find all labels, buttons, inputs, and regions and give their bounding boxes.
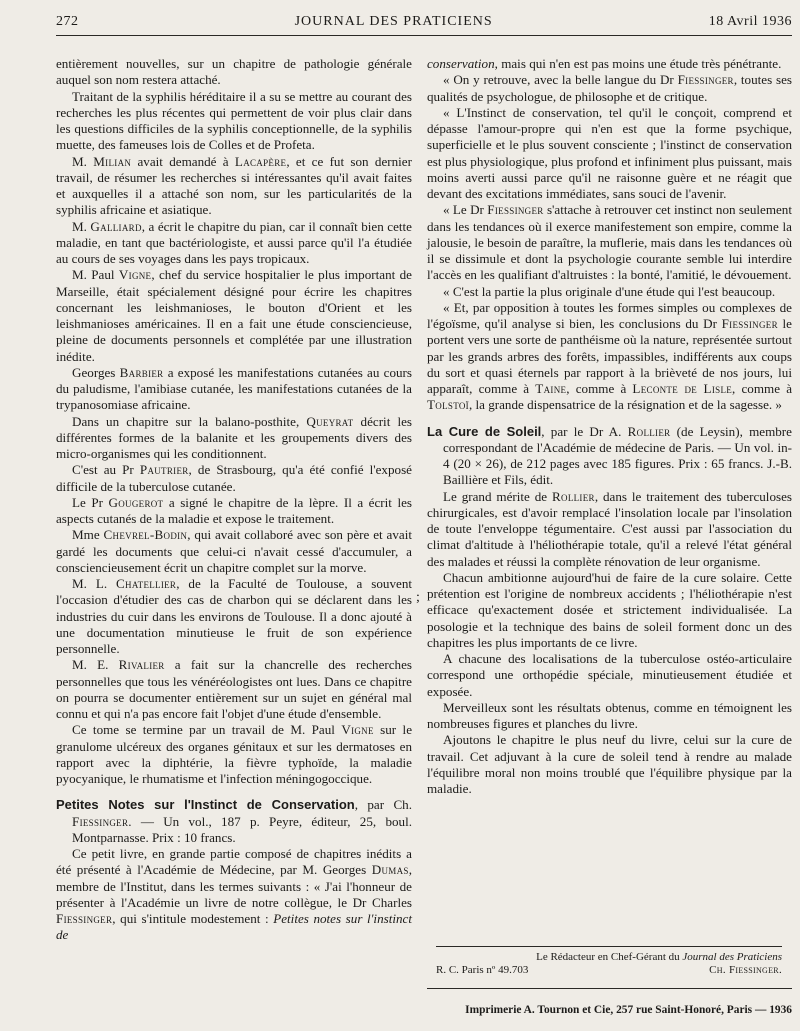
author-name: Pautrier bbox=[139, 462, 189, 478]
author-name: Queyrat bbox=[306, 413, 354, 429]
paragraph: entièrement nouvelles, sur un chapitre de pathologie générale auquel son nom restera attaché. bbox=[56, 56, 412, 88]
margin-mark: ; bbox=[416, 590, 420, 605]
paragraph: « C'est la partie la plus originale d'une étude qui l'est beaucoup. bbox=[443, 283, 776, 299]
paragraph: Ce tome se termine par un travail de M. Paul Vigne sur le granulome ulcéreux des organes génitaux et sur les dermatoses en rapport avec la diphtérie, la fièvre typhoïde, la maladie pyocyanique, le rhumatisme et l'infection méningogoccique. bbox=[56, 722, 413, 786]
left-column bbox=[56, 56, 412, 944]
author-name: Fiessinger bbox=[72, 813, 129, 829]
paragraph: M. Galliard, a écrit le chapitre du pian, car il connaît bien cette maladie, en tant que bactériologiste, et aussi parce qu'il l'a étudiée au cours de ses voyages dans les pays tropicaux. bbox=[56, 218, 412, 266]
paragraph: Le grand mérite de Rollier, dans le traitement des tuberculoses chirurgicales, est d'avoir remplacé l'insolation locale par l'insolation de toute l'enveloppe tégumentaire. C'est aussi par l'association du climat d'altitude à l'héliothérapie totale, qu'il a relevé l'état général des malades et réussi la complète rénovation de leur organisme. bbox=[427, 488, 792, 569]
paragraph: Ajoutons le chapitre le plus neuf du livre, celui sur la cure de travail. Cet adjuvant à la cure de soleil tend à rendre au malade l'équilibre moral non moins troublé que l'équilibre physique par la maladie. bbox=[427, 732, 792, 796]
page-number: 272 bbox=[56, 14, 79, 29]
issue-date: 18 Avril 1936 bbox=[708, 14, 792, 29]
book-title: Petites Notes sur l'Instinct de Conservation bbox=[56, 797, 355, 813]
author-name: Chatellier bbox=[116, 576, 177, 591]
author-name: Fiessinger bbox=[721, 316, 778, 331]
printer-imprint: Imprimerie A. Tournon et Cie, 257 rue Saint-Honoré, Paris — 1936 bbox=[465, 1004, 792, 1016]
quoted-title: Petites notes sur l'instinct de bbox=[56, 911, 412, 943]
paragraph: conservation, mais qui n'en est pas moins une étude très pénétrante. bbox=[427, 56, 782, 71]
paragraph: Ce petit livre, en grande partie composé de chapitres inédits a été présenté à l'Académie de Médecine, par M. Georges Dumas, membre de l'Institut, dans les termes suivants : « J'ai l'honneur de présenter à l'Académie un livre de notre collègue, le Dr Charles Fiessinger, qui s'intitule modestement : Petites notes sur l'instinct de bbox=[56, 846, 412, 943]
review-heading: La Cure de Soleil, par le Dr A. Rollier (de Leysin), membre correspondant de l'Académie de médecine de Paris. — Un vol. in-4 (20 × 26), de 212 pages avec 185 figures. Prix : 65 francs. J.-B. Baillière et Fils, édit. bbox=[427, 423, 792, 488]
paragraph: Chacun ambitionne aujourd'hui de faire de la cure solaire. Cette prétention est l'origine de nombreux accidents ; l'héliothérapie n'est efficace qu'exactement dosée et strictement individualisée. La posologie et la technique des bains de soleil forment donc un des chapitres les plus importants de ce livre. bbox=[427, 569, 792, 650]
author-name: Galliard bbox=[90, 218, 142, 234]
author-name: Taine bbox=[535, 381, 567, 396]
printer-rule bbox=[427, 988, 792, 989]
registration-line bbox=[436, 964, 782, 977]
paragraph: « On y retrouve, avec la belle langue du Dr Fiessinger, toutes ses qualités de psychologue, de philosophe et de critique. bbox=[427, 72, 792, 104]
paragraph: « Le Dr Fiessinger s'attache à retrouver cet instinct non seulement dans les tendances où il exerce manifestement son empire, comme la jalousie, le besoin de paraître, la muflerie, mais dans les tendances où il se dissimule et dont la psychologie courante semble lui interdire l'accès en les qualifiant d'altruistes : la bonté, l'amitié, le dévouement. bbox=[427, 202, 792, 283]
book-title: La Cure de Soleil bbox=[427, 423, 542, 439]
paragraph: M. E. Rivalier a fait sur la chancrelle des recherches personnelles que tous les vénéréologistes ont lues. Dans ce chapitre on pourra se documenter entièrement sur un sujet en général mal connu et qui n'a pas encore fait l'objet d'une étude d'ensemble. bbox=[56, 657, 413, 721]
author-name: Chevrel-Bodin bbox=[103, 527, 188, 543]
paragraph: Mme Chevrel-Bodin, qui avait collaboré avec son père et avait gardé les documents que celui-ci n'avait cessé d'accumuler, a consciencieusement écrit un chapitre complet sur la morve. bbox=[56, 527, 412, 575]
footer-rule bbox=[436, 946, 782, 947]
paragraph: M. L. Chatellier, de la Faculté de Toulouse, a souvent l'occasion d'étudier des cas de charbon qui se déclarent dans les industries du cuir dans les environs de Toulouse. Il a donc ajouté à une documentation minutieuse le fruit de son expérience personnelle. bbox=[56, 576, 413, 656]
author-name: Tolstoï bbox=[427, 397, 469, 413]
paragraph: « L'Instinct de conservation, tel qu'il le conçoit, comprend et dépasse l'amour-propre qui n'en est que la forme psychique, superficielle et le plus souvent consciente ; l'instinct de conservation est plus physiologique, plus profond et infiniment plus puissant, mais moins averti aussi parce qu'il ne raisonne guère et ne réagit que devant des excitations immédiates, sans souci de l'avenir. bbox=[427, 104, 792, 201]
right-column bbox=[427, 56, 792, 797]
author-name: Barbier bbox=[119, 364, 164, 380]
editor-line: Le Rédacteur en Chef-Gérant du Journal des Praticiens bbox=[536, 951, 782, 963]
paragraph: Le Pr Gougerot a signé le chapitre de la lèpre. Il a écrit les aspects cutanés de la maladie et expose le traitement. bbox=[56, 494, 413, 526]
paragraph: Dans un chapitre sur la balano-posthite, Queyrat décrit les différentes formes de la balanite et les groupements divers des micro-organismes qui les conditionnent. bbox=[56, 413, 412, 461]
page-header bbox=[56, 14, 792, 30]
paragraph: C'est au Pr Pautrier, de Strasbourg, qu'a été confié l'exposé difficile de la tuberculose cutanée. bbox=[56, 462, 412, 494]
author-name: Dumas bbox=[371, 862, 409, 878]
author-name: Rivalier bbox=[118, 657, 165, 673]
author-name: Vigne bbox=[118, 267, 152, 283]
journal-title: JOURNAL DES PRATICIENS bbox=[294, 14, 493, 29]
author-name: Leconte de Lisle bbox=[632, 381, 733, 396]
author-name: Milian bbox=[93, 153, 132, 169]
header-rule bbox=[56, 35, 792, 36]
author-name: Lacapère bbox=[234, 153, 287, 169]
review-heading: Petites Notes sur l'Instinct de Conservation, par Ch. Fiessinger. — Un vol., 187 p. Peyre, éditeur, 25, boul. Montparnasse. Prix : 10 francs. bbox=[56, 797, 412, 845]
editor-signature: Ch. Fiessinger. bbox=[709, 964, 782, 976]
paragraph: M. Paul Vigne, chef du service hospitalier le plus important de Marseille, était spécialement désigné pour écrire les chapitres concernant les leishmanioses, le bouton d'Orient et les leishmanioses américaines. Il en a fait une étude consciencieuse, pleine de documents personnels et complétée par une illustration inédite. bbox=[56, 267, 412, 364]
author-name: Fiessinger bbox=[56, 911, 113, 926]
author-name: Fiessinger bbox=[487, 202, 544, 218]
author-name: Rollier bbox=[627, 423, 671, 439]
quoted-title: conservation bbox=[427, 56, 495, 71]
paragraph: A chacune des localisations de la tuberculose ostéo-articulaire correspond une orthopédie spéciale, minutieusement étudiée et exposée. bbox=[427, 651, 792, 699]
paragraph: M. Milian avait demandé à Lacapère, et ce fut son dernier travail, de résumer les recherches si intéressantes qu'il avait faites et auxquelles il a attaché son nom, sur les particularités de la syphilis africaine et asiatique. bbox=[56, 153, 412, 218]
editor-footer bbox=[436, 951, 782, 977]
registration-number: R. C. Paris nº 49.703 bbox=[436, 964, 529, 976]
author-name: Rollier bbox=[552, 488, 595, 504]
paragraph: Merveilleux sont les résultats obtenus, comme en témoignent les nombreuses figures et planches du livre. bbox=[427, 699, 792, 731]
author-name: Gougerot bbox=[108, 494, 164, 510]
paragraph: Traitant de la syphilis héréditaire il a su se mettre au courant des recherches les plus récentes qui permettent de voir plus clair dans les questions difficiles de la syphilis conceptionnelle, de la syphilis muette, des fameuses lois de Colles et de Profeta. bbox=[56, 88, 412, 153]
author-name: Vigne bbox=[341, 722, 374, 738]
paragraph: Georges Barbier a exposé les manifestations cutanées au cours du paludisme, l'amibiase cutanée, les manifestations cutanées de la trypanosomiase africaine. bbox=[56, 364, 412, 413]
author-name: Fiessinger bbox=[677, 72, 734, 88]
paragraph: « Et, par opposition à toutes les formes simples ou complexes de l'égoïsme, qu'il analyse si bien, les conclusions du Dr Fiessinger le portent vers une sorte de panthéisme où la nature, représentée surtout par les grands arbres des forêts, impassibles, indifférents aux coups du sort et quasi éternels par rapport à la brièveté de nos jours, lui apparaît, comme à Taine, comme à Leconte de Lisle, comme à Tolstoï, la grande dispensatrice de la résignation et de la sagesse. » bbox=[427, 299, 792, 413]
